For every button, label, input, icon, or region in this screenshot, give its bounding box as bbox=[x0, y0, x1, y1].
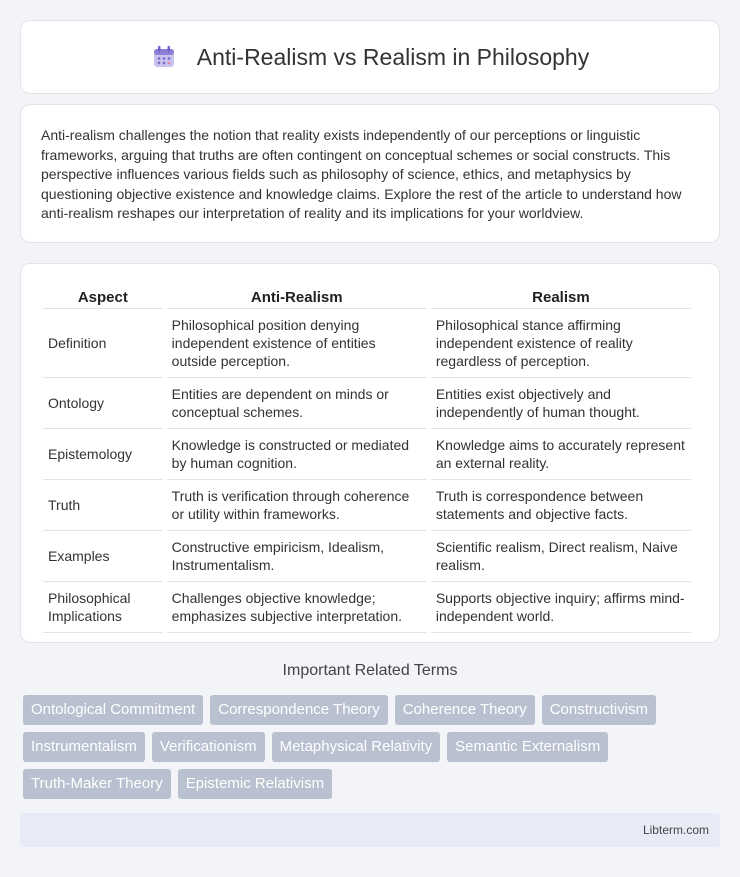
related-term-tag[interactable]: Ontological Commitment bbox=[23, 695, 203, 725]
table-header-row bbox=[43, 283, 691, 309]
row-realism: Supports objective inquiry; affirms mind-independent world. bbox=[431, 582, 691, 633]
related-term-tag[interactable]: Instrumentalism bbox=[23, 732, 145, 762]
related-term-tag[interactable]: Semantic Externalism bbox=[447, 732, 608, 762]
related-term-tag[interactable]: Metaphysical Relativity bbox=[272, 732, 441, 762]
page-title: Anti-Realism vs Realism in Philosophy bbox=[196, 43, 590, 70]
related-terms-title: Important Related Terms bbox=[282, 662, 458, 679]
intro-card bbox=[20, 104, 720, 243]
header-realism: Realism bbox=[431, 283, 691, 309]
table-row bbox=[43, 378, 691, 429]
header-aspect: Aspect bbox=[43, 283, 163, 309]
related-term-tag[interactable]: Truth-Maker Theory bbox=[23, 769, 171, 799]
row-realism: Knowledge aims to accurately represent an external reality. bbox=[431, 429, 691, 480]
row-aspect: Philosophical Implications bbox=[43, 582, 163, 633]
row-anti-realism: Constructive empiricism, Idealism, Instrumentalism. bbox=[167, 531, 427, 582]
related-term-tag[interactable]: Epistemic Relativism bbox=[178, 769, 332, 799]
related-term-tag[interactable]: Correspondence Theory bbox=[210, 695, 387, 725]
row-realism: Scientific realism, Direct realism, Naive realism. bbox=[431, 531, 691, 582]
row-aspect: Definition bbox=[43, 309, 163, 378]
row-anti-realism: Entities are dependent on minds or conceptual schemes. bbox=[167, 378, 427, 429]
row-aspect: Epistemology bbox=[43, 429, 163, 480]
row-anti-realism: Challenges objective knowledge; emphasizes subjective interpretation. bbox=[167, 582, 427, 633]
row-anti-realism: Philosophical position denying independent existence of entities outside perception. bbox=[167, 309, 427, 378]
row-realism: Philosophical stance affirming independent existence of reality regardless of perception. bbox=[431, 309, 691, 378]
table-row bbox=[43, 531, 691, 582]
comparison-card bbox=[20, 263, 720, 643]
related-terms-list bbox=[23, 695, 723, 799]
related-term-tag[interactable]: Constructivism bbox=[542, 695, 656, 725]
row-anti-realism: Truth is verification through coherence or utility within frameworks. bbox=[167, 480, 427, 531]
row-aspect: Ontology bbox=[43, 378, 163, 429]
footer-site-link[interactable]: Libterm.com bbox=[642, 823, 709, 837]
row-aspect: Truth bbox=[43, 480, 163, 531]
table-row bbox=[43, 582, 691, 633]
row-anti-realism: Knowledge is constructed or mediated by human cognition. bbox=[167, 429, 427, 480]
row-realism: Truth is correspondence between statements and objective facts. bbox=[431, 480, 691, 531]
comparison-table bbox=[39, 283, 695, 633]
related-term-tag[interactable]: Coherence Theory bbox=[395, 695, 535, 725]
table-row bbox=[43, 480, 691, 531]
header-card bbox=[20, 20, 720, 94]
table-row bbox=[43, 429, 691, 480]
intro-paragraph: Anti-realism challenges the notion that reality exists independently of our perceptions or linguistic frameworks, arguing that truths are often contingent on conceptual schemes or social constructs. This perspective influences various fields such as philosophy of science, ethics, and metaphysics by questioning objective existence and knowledge claims. Explore the rest of the article to understand how anti-realism reshapes our interpretation of reality and its implications for your worldview. bbox=[41, 127, 682, 221]
row-aspect: Examples bbox=[43, 531, 163, 582]
calendar-icon bbox=[151, 44, 177, 70]
table-row bbox=[43, 309, 691, 378]
row-realism: Entities exist objectively and independently of human thought. bbox=[431, 378, 691, 429]
related-term-tag[interactable]: Verificationism bbox=[152, 732, 265, 762]
header-anti-realism: Anti-Realism bbox=[167, 283, 427, 309]
footer bbox=[20, 813, 720, 847]
